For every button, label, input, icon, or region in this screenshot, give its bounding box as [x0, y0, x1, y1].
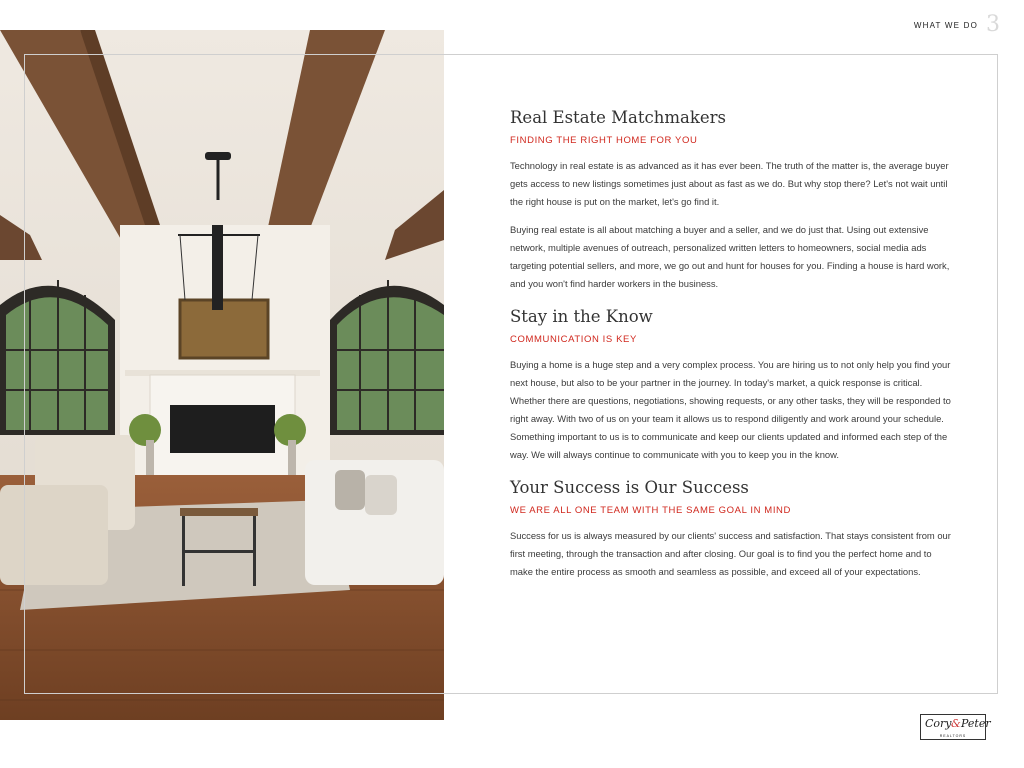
- section-subtitle: FINDING THE RIGHT HOME FOR YOU: [510, 135, 698, 146]
- page-header: [914, 14, 1000, 36]
- section-subtitle: COMMUNICATION IS KEY: [510, 334, 637, 345]
- living-room-photo: [0, 30, 444, 720]
- section-title: Real Estate Matchmakers: [510, 108, 726, 127]
- content-column: [510, 108, 956, 595]
- section-title: Your Success is Our Success: [510, 478, 749, 497]
- page-number: 3: [986, 12, 1000, 37]
- section-stay-in-know: [510, 307, 956, 464]
- section-matchmakers: [510, 108, 956, 293]
- paragraph: Buying real estate is all about matching a buyer and a seller, and we do just that. Using out extensive network, multiple avenues of outreach, personalized written letters to homeowners, social media ads targeting potential sellers, and more, we go out and hunt for houses for you. Finding a house is hard work, and you won't find harder workers in the business.: [510, 224, 950, 289]
- section-title: Stay in the Know: [510, 307, 653, 326]
- paragraph: Success for us is always measured by our clients' success and satisfaction. That stays consistent from our first meeting, through the transaction and after closing. Our goal is to find you the perfect home and to make the entire process as smooth and seamless as possible, and exceed all of your expectations.: [510, 530, 951, 577]
- logo-name-right: Peter: [961, 717, 991, 730]
- section-label: WHAT WE DO: [913, 20, 978, 30]
- logo-ampersand: &: [951, 717, 961, 730]
- logo-tagline: REALTORS: [939, 734, 967, 738]
- realtor-logo: [920, 714, 991, 740]
- section-success: [510, 478, 956, 581]
- logo-name-left: Cory: [925, 717, 952, 730]
- paragraph: Technology in real estate is as advanced as it has ever been. The truth of the matter is, the average buyer gets access to new listings sometimes just about as fast as we do. But why stop there? Let's not wait until the right house is put on the market, let's go find it.: [510, 160, 949, 207]
- section-subtitle: WE ARE ALL ONE TEAM WITH THE SAME GOAL IN MIND: [510, 505, 791, 516]
- paragraph: Buying a home is a huge step and a very complex process. You are hiring us to not only help you find your next house, but also to be your partner in the journey. In today's market, a quick response is critical. Whether there are questions, negotiations, showing requests, or any other tasks, they will be responded to right away. With two of us on your team it allows us to respond diligently and work around your schedule. Something important to us is to communicate and keep our clients updated and informed each step of the way. We will always continue to communicate with you to keep you in the know.: [510, 359, 951, 460]
